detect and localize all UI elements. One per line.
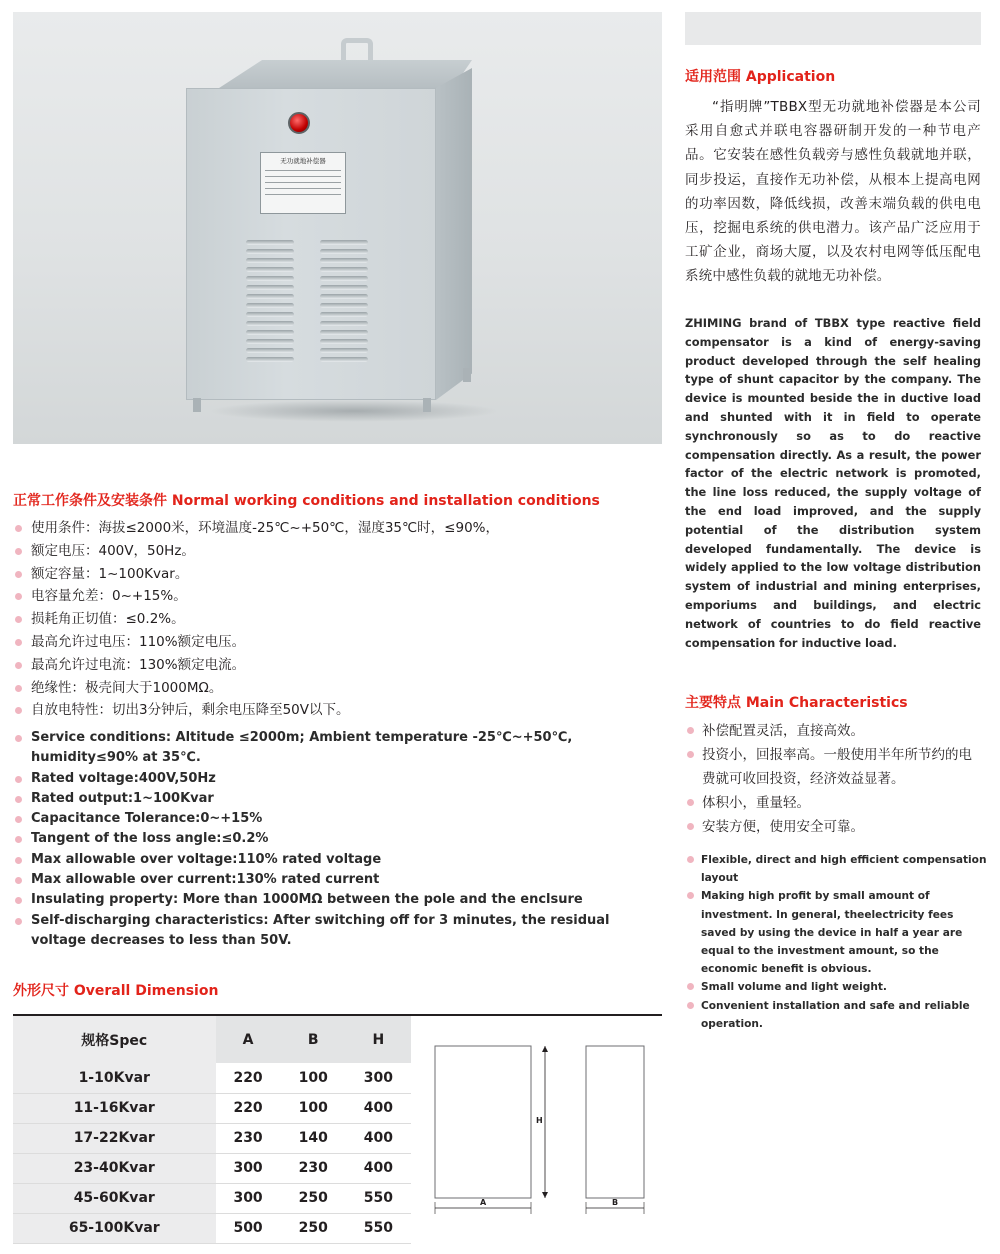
bullet-icon bbox=[687, 799, 694, 806]
characteristics-list-en bbox=[685, 851, 990, 1033]
list-item: 电容量允差：0~+15%。 bbox=[13, 585, 653, 608]
application-paragraph-zh: “指明牌”TBBX型无功就地补偿器是本公司采用自愈式并联电容器研制开发的一种节电产品。它安装在感性负载旁与感性负载就地并联，同步投运，直接作无功补偿，从根本上提高电网的功率因数，降低线损，改善末端负载的供电电压，挖掘电系统的供电潜力。该产品广泛应用于工矿企业，商场大厦，以及农村电网等低压配电系统中感性负载的就地无功补偿。 bbox=[685, 99, 981, 285]
cabinet-side bbox=[436, 68, 472, 400]
arrow-up-icon bbox=[542, 1046, 548, 1052]
list-item: 体积小，重量轻。 bbox=[685, 791, 985, 815]
list-item: 安装方便，使用安全可靠。 bbox=[685, 815, 985, 839]
bullet-icon bbox=[15, 897, 22, 904]
list-item: Convenient installation and safe and reliable operation. bbox=[685, 997, 990, 1033]
bullet-icon bbox=[687, 1002, 694, 1009]
column-header-a: A bbox=[216, 1015, 281, 1063]
dimension-title: 外形尺寸 Overall Dimension bbox=[13, 983, 219, 999]
side-view-outline bbox=[586, 1046, 644, 1198]
column-header-spec: 规格Spec bbox=[13, 1015, 216, 1063]
table-row: 17-22Kvar 230 140 400 bbox=[13, 1123, 411, 1153]
bullet-icon bbox=[687, 751, 694, 758]
table-row: 1-10Kvar 220 100 300 bbox=[13, 1063, 411, 1093]
list-item: Service conditions: Altitude ≤2000m; Ambient temperature -25℃~+50℃, humidity≤90% at 35℃. bbox=[13, 728, 653, 769]
list-item: Rated output:1~100Kvar bbox=[13, 789, 653, 809]
list-item: Flexible, direct and high efficient compensation layout bbox=[685, 851, 990, 887]
table-row: 23-40Kvar 300 230 400 bbox=[13, 1153, 411, 1183]
bullet-icon bbox=[687, 823, 694, 830]
bullet-icon bbox=[15, 571, 22, 578]
table-row: 45-60Kvar 300 250 550 bbox=[13, 1183, 411, 1213]
bullet-icon bbox=[15, 877, 22, 884]
list-item: 最高允许过电压：110%额定电压。 bbox=[13, 631, 653, 654]
nameplate bbox=[260, 152, 346, 214]
vent-louvers-right bbox=[320, 240, 368, 366]
cabinet-foot bbox=[423, 398, 431, 412]
bullet-icon bbox=[687, 856, 694, 863]
bullet-icon bbox=[15, 685, 22, 692]
bullet-icon bbox=[15, 662, 22, 669]
cabinet-top bbox=[216, 60, 472, 90]
bullet-icon bbox=[15, 816, 22, 823]
cabinet-foot bbox=[193, 398, 201, 412]
list-item: 使用条件：海拔≤2000米，环境温度-25℃~+50℃，湿度35℃时，≤90%， bbox=[13, 517, 653, 540]
bullet-icon bbox=[687, 892, 694, 899]
dimension-diagram bbox=[425, 1030, 665, 1220]
conditions-list-en bbox=[13, 728, 653, 951]
product-photo bbox=[13, 12, 662, 444]
column-header-b: B bbox=[281, 1015, 346, 1063]
list-item: Rated voltage:400V,50Hz bbox=[13, 769, 653, 789]
arrow-down-icon bbox=[542, 1192, 548, 1198]
list-item: 投资小，回报率高。一般使用半年所节约的电费就可收回投资，经济效益显著。 bbox=[685, 743, 985, 791]
application-paragraph-en: ZHIMING brand of TBBX type reactive field compensator is a kind of energy-saving product developed through the self healing type of shunt capacitor by the company. The device is mounted beside the in ductive load and shunted with it in field to operate synchronously so as to do reactive compensation directly. As a result, the power factor of the electric network is promoted, the line loss reduced, the supply voltage of the end load improved, and the supply potential of the distribution system developed fundamentally. The device is widely applied to the low voltage distribution system of industrial and mining enterprises, emporiums and buildings, and electric network of countries to do field reactive compensation for inductive load. bbox=[685, 316, 981, 650]
application-title: 适用范围 Application bbox=[685, 69, 836, 85]
bullet-icon bbox=[687, 727, 694, 734]
list-item: Self-discharging characteristics: After switching off for 3 minutes, the residual voltage decreases to less than 50V. bbox=[13, 911, 653, 952]
cabinet-foot bbox=[463, 368, 471, 382]
cabinet-front bbox=[186, 88, 436, 400]
list-item: 绝缘性：极壳间大于1000MΩ。 bbox=[13, 677, 653, 700]
list-item: Tangent of the loss angle:≤0.2% bbox=[13, 829, 653, 849]
column-header-h: H bbox=[346, 1015, 411, 1063]
vent-louvers-left bbox=[246, 240, 294, 366]
list-item: Small volume and light weight. bbox=[685, 978, 990, 996]
front-view-outline bbox=[435, 1046, 531, 1198]
dimension-table bbox=[13, 1014, 411, 1244]
list-item: Max allowable over current:130% rated current bbox=[13, 870, 653, 890]
bullet-icon bbox=[15, 735, 22, 742]
table-header-row bbox=[13, 1015, 411, 1063]
list-item: Capacitance Tolerance:0~+15% bbox=[13, 809, 653, 829]
bullet-icon bbox=[15, 857, 22, 864]
list-item: 损耗角正切值：≤0.2%。 bbox=[13, 608, 653, 631]
indicator-lamp-icon bbox=[288, 112, 310, 134]
conditions-title: 正常工作条件及安装条件 Normal working conditions and installation conditions bbox=[13, 493, 600, 509]
list-item: Max allowable over voltage:110% rated voltage bbox=[13, 850, 653, 870]
table-top-rule bbox=[411, 1014, 662, 1016]
nameplate-title: 无功就地补偿器 bbox=[280, 157, 326, 165]
table-row: 11-16Kvar 220 100 400 bbox=[13, 1093, 411, 1123]
bullet-icon bbox=[15, 593, 22, 600]
bullet-icon bbox=[15, 776, 22, 783]
list-item: 额定电压：400V，50Hz。 bbox=[13, 540, 653, 563]
list-item: Making high profit by small amount of investment. In general, theelectricity fees saved by using the device in half a year are equal to the investment amount, so the economic benefit is obvious. bbox=[685, 887, 990, 978]
bullet-icon bbox=[15, 796, 22, 803]
b-label: B bbox=[612, 1198, 619, 1207]
characteristics-list-zh bbox=[685, 719, 985, 839]
bullet-icon bbox=[15, 836, 22, 843]
bullet-icon bbox=[15, 918, 22, 925]
characteristics-title: 主要特点 Main Characteristics bbox=[685, 695, 908, 711]
bullet-icon bbox=[15, 616, 22, 623]
bullet-icon bbox=[15, 548, 22, 555]
table-row: 65-100Kvar 500 250 550 bbox=[13, 1213, 411, 1243]
bullet-icon bbox=[15, 639, 22, 646]
bullet-icon bbox=[15, 525, 22, 532]
conditions-list-zh bbox=[13, 517, 653, 722]
list-item: 自放电特性：切出3分钟后，剩余电压降至50V以下。 bbox=[13, 699, 653, 722]
list-item: 最高允许过电流：130%额定电流。 bbox=[13, 654, 653, 677]
header-band bbox=[685, 12, 981, 45]
cabinet-shadow bbox=[209, 400, 499, 422]
list-item: Insulating property: More than 1000MΩ between the pole and the enclsure bbox=[13, 890, 653, 910]
list-item: 额定容量：1~100Kvar。 bbox=[13, 563, 653, 586]
bullet-icon bbox=[15, 707, 22, 714]
h-label: H bbox=[536, 1116, 543, 1125]
bullet-icon bbox=[687, 983, 694, 990]
list-item: 补偿配置灵活，直接高效。 bbox=[685, 719, 985, 743]
a-label: A bbox=[480, 1198, 487, 1207]
